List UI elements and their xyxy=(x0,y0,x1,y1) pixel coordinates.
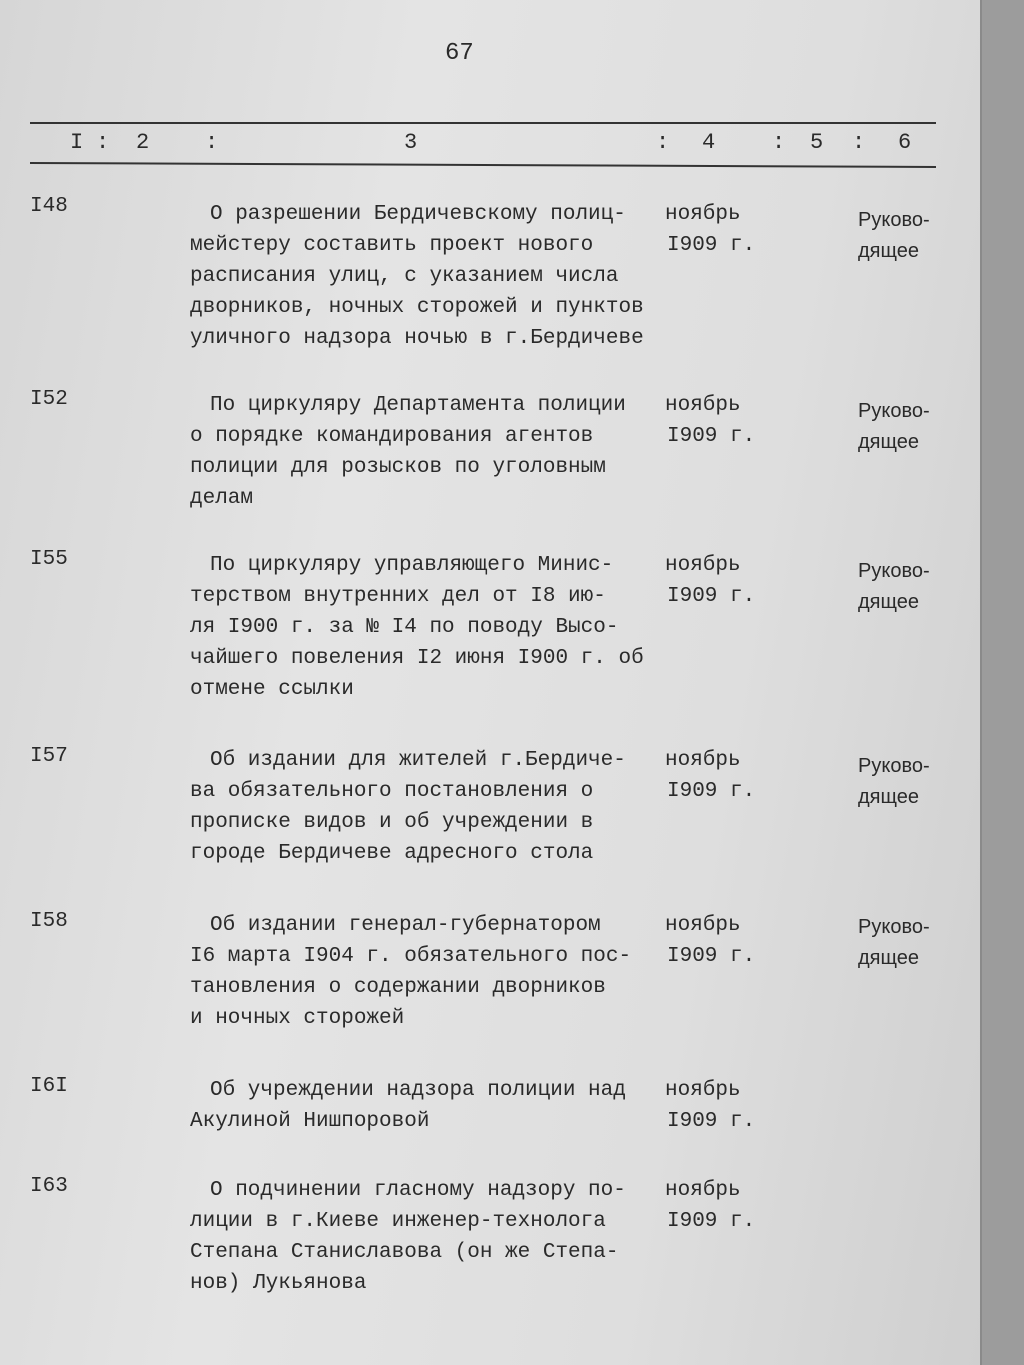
case-number: I55 xyxy=(30,548,68,571)
column-header-3: 3 xyxy=(404,130,418,155)
page-number: 67 xyxy=(445,40,474,67)
case-number: I6I xyxy=(30,1075,68,1098)
case-date: ноябрь I909 г. xyxy=(665,1079,756,1133)
case-number: I63 xyxy=(30,1175,68,1198)
column-header-4: 4 xyxy=(702,130,716,155)
header-bottom-rule xyxy=(30,162,936,168)
case-title: О разрешении Бердичевскому полиц- мейстеру составить проект нового расписания улиц, с указанием числа дворников, ночных сторожей и пунктов уличного надзора ночью в г.Бердичеве xyxy=(190,203,644,350)
column-header-2: 2 xyxy=(136,130,150,155)
case-number: I58 xyxy=(30,910,68,933)
case-date: ноябрь I909 г. xyxy=(665,203,756,257)
case-date: ноябрь I909 г. xyxy=(665,554,756,608)
case-date: ноябрь I909 г. xyxy=(665,749,756,803)
column-header-6: 6 xyxy=(898,130,912,155)
case-number: I57 xyxy=(30,745,68,768)
case-date: ноябрь I909 г. xyxy=(665,1179,756,1233)
case-status: Руково- дящее xyxy=(858,916,930,969)
case-date: ноябрь I909 г. xyxy=(665,394,756,448)
case-title: Об издании для жителей г.Бердиче- ва обязательного постановления о прописке видов и об учреждении в городе Бердичеве адресного стола xyxy=(190,749,626,865)
column-header-1: I xyxy=(70,130,84,155)
column-header-5: 5 xyxy=(810,130,824,155)
case-title: По циркуляру Департамента полиции о порядке командирования агентов полиции для розысков по уголовным делам xyxy=(190,394,626,510)
case-title: По циркуляру управляющего Минис- терством внутренних дел от I8 ию- ля I900 г. за № I4 по поводу Высо- чайшего повеления I2 июня I900 г. об отмене ссылки xyxy=(190,554,644,701)
case-title: Об учреждении надзора полиции над Акулиной Нишпоровой xyxy=(190,1079,626,1133)
case-title: О подчинении гласному надзору по- лиции в г.Киеве инженер-технолога Степана Станиславова (он же Степа- нов) Лукьянова xyxy=(190,1179,626,1295)
case-date: ноябрь I909 г. xyxy=(665,914,756,968)
document-page: 67 I : 2 : 3 : 4 : 5 : 6 I48 О разрешении Бердичевскому полиц- мейстеру составить проект нового расписания улиц, с указанием числа дворников, ночных сторожей и пунктов уличного надзора ночью в г.Бердичеве ноябрь I909 г. Руково- дящее I52 По циркуляру Департамента полиции о порядке командирования агентов полиции для розысков по уголовным делам ноябрь I909 г. Руково- дящее I55 По циркуляру управляющего Минис- терством внутренних дел от I8 ию- ля I900 г. за № I4 по поводу Высо- чайшего повеления I2 июня I900 г. об отмене ссылки ноябрь I909 г. Руково- дящее I57 Об издании для жителей г.Бердиче- ва обязательного постановления о прописке видов и об учреждении в городе Бердичеве адресного стола ноябрь I909 г. Руково- дящее I58 Об издании генерал-губернатором I6 марта I904 г. обязательного пос- тановления о содержании дворников и ночных сторожей ноябрь I909 г. Руково- дящее I6I Об учреждении надзора полиции над Акулиной Нишпоровой ноябрь I909 г. I63 О подчинении гласному надзору по- лиции в г.Киеве инженер-технолога Степана Станиславова (он же Степа- нов) Лукьянова ноябрь I909 г. xyxy=(0,0,982,1365)
case-number: I52 xyxy=(30,388,68,411)
case-status: Руково- дящее xyxy=(858,755,930,808)
case-status: Руково- дящее xyxy=(858,560,930,613)
case-number: I48 xyxy=(30,195,68,218)
case-title: Об издании генерал-губернатором I6 марта I904 г. обязательного пос- тановления о содержании дворников и ночных сторожей xyxy=(190,914,632,1030)
case-status: Руково- дящее xyxy=(858,209,930,262)
case-status: Руково- дящее xyxy=(858,400,930,453)
header-top-rule xyxy=(30,122,936,124)
